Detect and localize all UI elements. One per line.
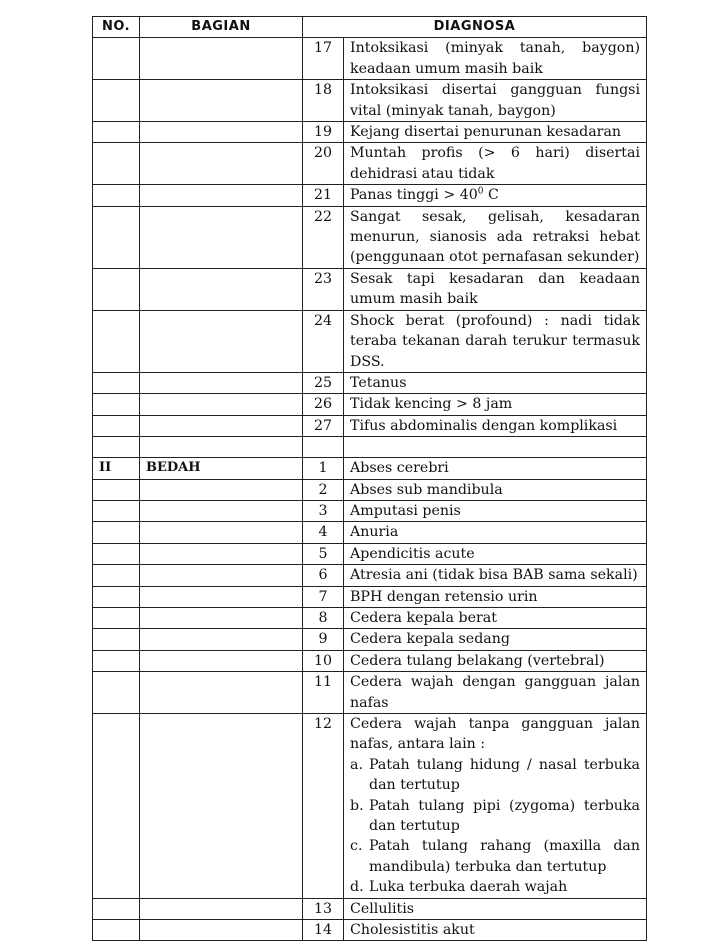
item-number: 21 [303, 185, 344, 206]
no-cell [93, 650, 140, 671]
section-number: II [93, 458, 140, 479]
table-row [93, 565, 647, 586]
sub-item-text: Patah tulang hidung / nasal terbuka dan tertutup [369, 756, 640, 794]
table-row [93, 415, 647, 436]
diagnosis-text: Panas tinggi > 40 [350, 187, 478, 204]
section-name: BEDAH [140, 458, 303, 479]
bagian-cell [140, 268, 303, 310]
no-cell [93, 543, 140, 564]
diagnosis-text: Abses cerebri [344, 458, 647, 479]
item-number: 14 [303, 920, 344, 941]
item-number: 10 [303, 650, 344, 671]
header-bagian: BAGIAN [140, 17, 303, 38]
sub-item-text: Patah tulang pipi (zygoma) terbuka dan tertutup [369, 797, 640, 835]
table-row [93, 586, 647, 607]
no-cell [93, 898, 140, 919]
bagian-cell [140, 586, 303, 607]
section-row [93, 458, 647, 479]
no-cell [93, 415, 140, 436]
bagian-cell [140, 122, 303, 143]
item-number: 12 [303, 714, 344, 899]
item-number: 18 [303, 80, 344, 122]
sub-item-letter: a. [350, 756, 363, 773]
empty-cell [93, 437, 140, 458]
table-header-row [93, 17, 647, 38]
no-cell [93, 672, 140, 714]
diagnosis-text: Tetanus [344, 372, 647, 393]
sub-item [350, 796, 640, 837]
diagnosis-text: Cedera kepala berat [344, 607, 647, 628]
no-cell [93, 268, 140, 310]
table-row [93, 672, 647, 714]
bagian-cell [140, 650, 303, 671]
bagian-cell [140, 629, 303, 650]
item-number: 1 [303, 458, 344, 479]
blank-row [93, 437, 647, 458]
diagnosis-text: Cholesistitis akut [344, 920, 647, 941]
no-cell [93, 206, 140, 268]
no-cell [93, 122, 140, 143]
diagnosis-text: Amputasi penis [344, 500, 647, 521]
item-number: 2 [303, 479, 344, 500]
table-row [93, 80, 647, 122]
table-row [93, 522, 647, 543]
bagian-cell [140, 898, 303, 919]
diagnosis-text [344, 185, 647, 206]
item-number: 27 [303, 415, 344, 436]
item-number: 5 [303, 543, 344, 564]
bagian-cell [140, 394, 303, 415]
item-number: 9 [303, 629, 344, 650]
table-row [93, 185, 647, 206]
item-number: 25 [303, 372, 344, 393]
no-cell [93, 394, 140, 415]
diagnosis-text: Tidak kencing > 8 jam [344, 394, 647, 415]
sub-item [350, 836, 640, 877]
diagnosis-text: Apendicitis acute [344, 543, 647, 564]
bagian-cell [140, 920, 303, 941]
diagnosis-text: Anuria [344, 522, 647, 543]
bagian-cell [140, 206, 303, 268]
item-number: 23 [303, 268, 344, 310]
item-number: 7 [303, 586, 344, 607]
item-number: 11 [303, 672, 344, 714]
temperature-unit: C [483, 187, 499, 204]
item-number: 20 [303, 143, 344, 185]
bagian-cell [140, 415, 303, 436]
sub-item-text: Luka terbuka daerah wajah [369, 879, 568, 896]
item-number: 19 [303, 122, 344, 143]
diagnosis-text: Sesak tapi kesadaran dan keadaan umum masih baik [344, 268, 647, 310]
item-number: 4 [303, 522, 344, 543]
diagnosis-text: Shock berat (profound) : nadi tidak teraba tekanan darah terukur termasuk DSS. [344, 310, 647, 372]
sub-item-letter: d. [350, 879, 364, 896]
no-cell [93, 38, 140, 80]
diagnosis-text: Cedera kepala sedang [344, 629, 647, 650]
empty-cell [140, 437, 303, 458]
diagnosis-text: Cedera tulang belakang (vertebral) [344, 650, 647, 671]
diagnosis-text: Intoksikasi disertai gangguan fungsi vital (minyak tanah, baygon) [344, 80, 647, 122]
table-row [93, 500, 647, 521]
bagian-cell [140, 522, 303, 543]
no-cell [93, 80, 140, 122]
diagnosis-text: BPH dengan retensio urin [344, 586, 647, 607]
item-number: 8 [303, 607, 344, 628]
no-cell [93, 479, 140, 500]
bagian-cell [140, 543, 303, 564]
diagnosis-text: Abses sub mandibula [344, 479, 647, 500]
diagnosis-text: Tifus abdominalis dengan komplikasi [344, 415, 647, 436]
diagnosis-text: Intoksikasi (minyak tanah, baygon) keadaan umum masih baik [344, 38, 647, 80]
table-body [93, 38, 647, 941]
table-row [93, 629, 647, 650]
no-cell [93, 714, 140, 899]
table-row [93, 268, 647, 310]
diagnosis-text: Cedera wajah dengan gangguan jalan nafas [344, 672, 647, 714]
bagian-cell [140, 714, 303, 899]
item-number: 13 [303, 898, 344, 919]
table-row [93, 543, 647, 564]
sub-item-text: Patah tulang rahang (maxilla dan mandibula) terbuka dan tertutup [369, 838, 640, 875]
diagnosis-text: Kejang disertai penurunan kesadaran [344, 122, 647, 143]
table-row [93, 122, 647, 143]
item-number: 3 [303, 500, 344, 521]
table-row [93, 372, 647, 393]
item-number: 26 [303, 394, 344, 415]
diagnosis-text: Atresia ani (tidak bisa BAB sama sekali) [344, 565, 647, 586]
diagnosis-text: Muntah profis (> 6 hari) disertai dehidrasi atau tidak [344, 143, 647, 185]
header-no: NO. [93, 17, 140, 38]
bagian-cell [140, 672, 303, 714]
bagian-cell [140, 38, 303, 80]
no-cell [93, 629, 140, 650]
diagnosis-text: Sangat sesak, gelisah, kesadaran menurun, sianosis ada retraksi hebat (penggunaan otot pernafasan sekunder) [344, 206, 647, 268]
diagnosis-text: Cellulitis [344, 898, 647, 919]
diagnosis-text: Cedera wajah tanpa gangguan jalan nafas, antara lain : [350, 716, 640, 753]
bagian-cell [140, 565, 303, 586]
bagian-cell [140, 80, 303, 122]
sub-item [350, 755, 640, 796]
table-row [93, 143, 647, 185]
no-cell [93, 607, 140, 628]
table-row [93, 650, 647, 671]
bagian-cell [140, 185, 303, 206]
table-row [93, 714, 647, 899]
no-cell [93, 565, 140, 586]
degree-superscript: 0 [477, 186, 484, 197]
no-cell [93, 143, 140, 185]
no-cell [93, 586, 140, 607]
bagian-cell [140, 479, 303, 500]
item-number: 22 [303, 206, 344, 268]
no-cell [93, 920, 140, 941]
empty-cell [303, 437, 344, 458]
table-row [93, 607, 647, 628]
sub-item-letter: b. [350, 797, 364, 814]
empty-cell [344, 437, 647, 458]
item-number: 24 [303, 310, 344, 372]
no-cell [93, 522, 140, 543]
no-cell [93, 500, 140, 521]
sub-item-letter: c. [350, 838, 363, 855]
no-cell [93, 310, 140, 372]
diagnosis-text [344, 714, 647, 899]
table-row [93, 394, 647, 415]
diagnosis-table [92, 16, 647, 941]
table-row [93, 38, 647, 80]
bagian-cell [140, 607, 303, 628]
no-cell [93, 372, 140, 393]
bagian-cell [140, 372, 303, 393]
header-diagnosa: DIAGNOSA [303, 17, 647, 38]
table-row [93, 479, 647, 500]
table-row [93, 206, 647, 268]
item-number: 17 [303, 38, 344, 80]
table-row [93, 898, 647, 919]
bagian-cell [140, 500, 303, 521]
sub-item [350, 877, 640, 897]
no-cell [93, 185, 140, 206]
table-row [93, 920, 647, 941]
bagian-cell [140, 143, 303, 185]
bagian-cell [140, 310, 303, 372]
item-number: 6 [303, 565, 344, 586]
table-row [93, 310, 647, 372]
